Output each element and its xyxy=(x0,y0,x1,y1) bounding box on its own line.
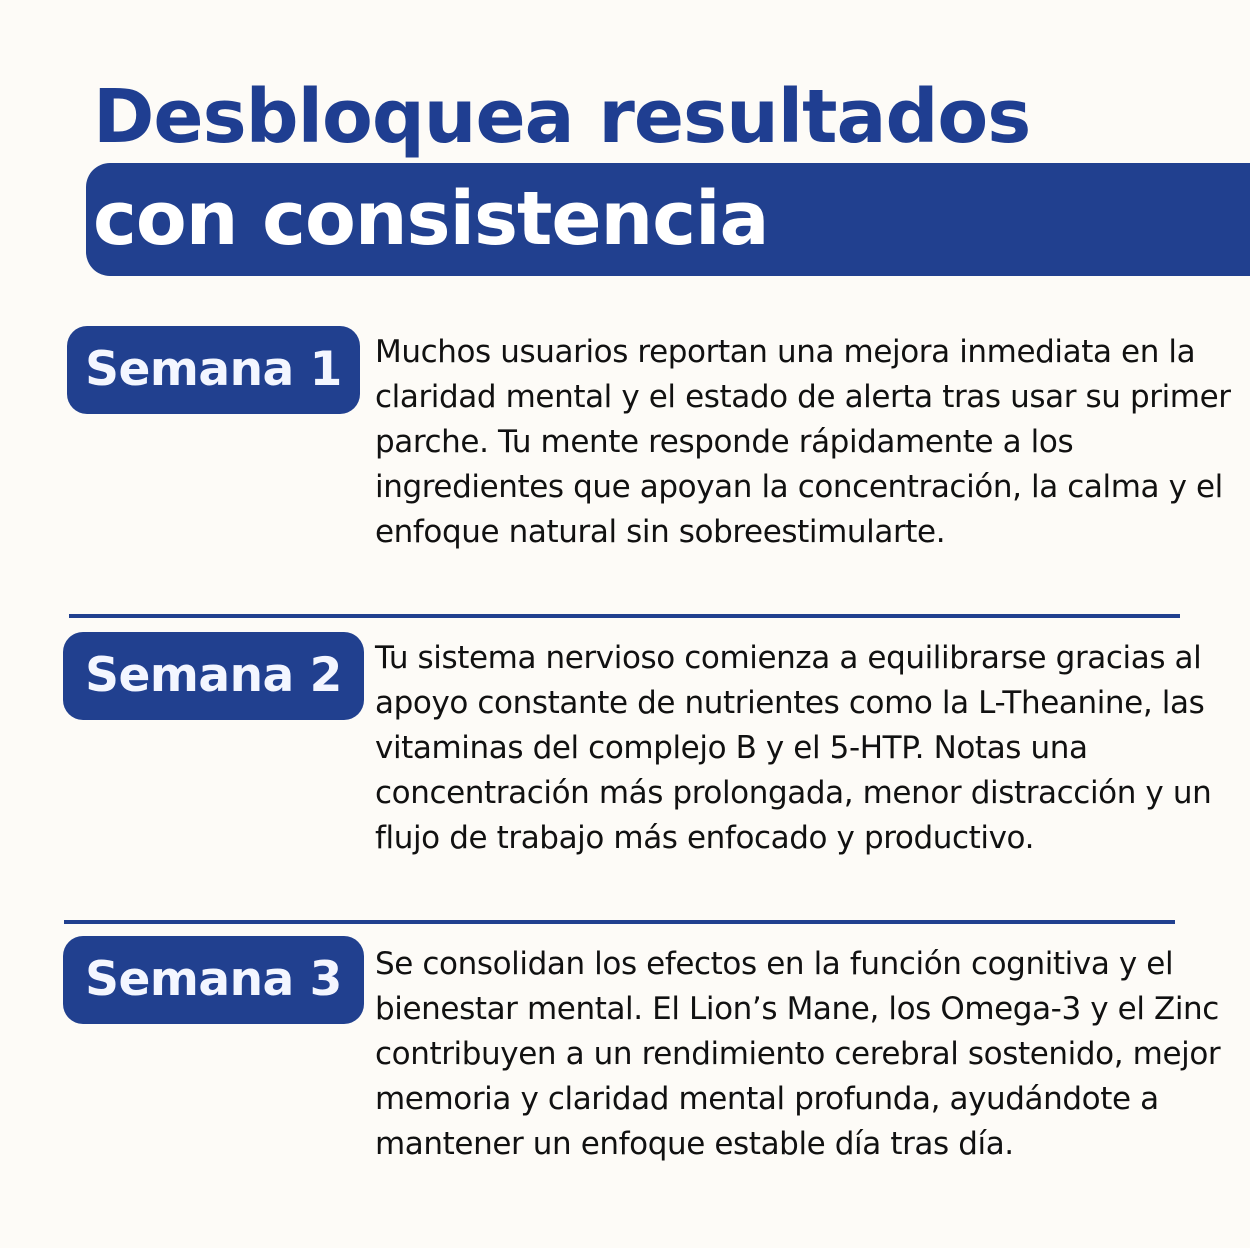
title-line-2: con consistencia xyxy=(93,176,769,262)
week-2-badge: Semana 2 xyxy=(63,632,364,720)
divider-2 xyxy=(64,920,1175,924)
week-2-description: Tu sistema nervioso comienza a equilibrarse gracias al apoyo constante de nutrientes como la L-Theanine, las vitaminas del complejo B y el 5-HTP. Notas una concentración más prolongada, menor distracción y un flujo de trabajo más enfocado y productivo. xyxy=(375,640,1212,856)
week-1-badge: Semana 1 xyxy=(67,326,360,414)
title-line-1: Desbloquea resultados xyxy=(93,74,1031,160)
week-3-description: Se consolidan los efectos en la función cognitiva y el bienestar mental. El Lion’s Mane, los Omega-3 y el Zinc contribuyen a un rendimiento cerebral sostenido, mejor memoria y claridad mental profunda, ayudándote a mantener un enfoque estable día tras día. xyxy=(375,946,1221,1162)
divider-1 xyxy=(69,614,1180,618)
week-1-description: Muchos usuarios reportan una mejora inmediata en la claridad mental y el estado de alerta tras usar su primer parche. Tu mente responde rápidamente a los ingredientes que apoyan la concentración, la calma y el enfoque natural sin sobreestimularte. xyxy=(375,334,1231,550)
week-3-badge: Semana 3 xyxy=(63,936,364,1024)
